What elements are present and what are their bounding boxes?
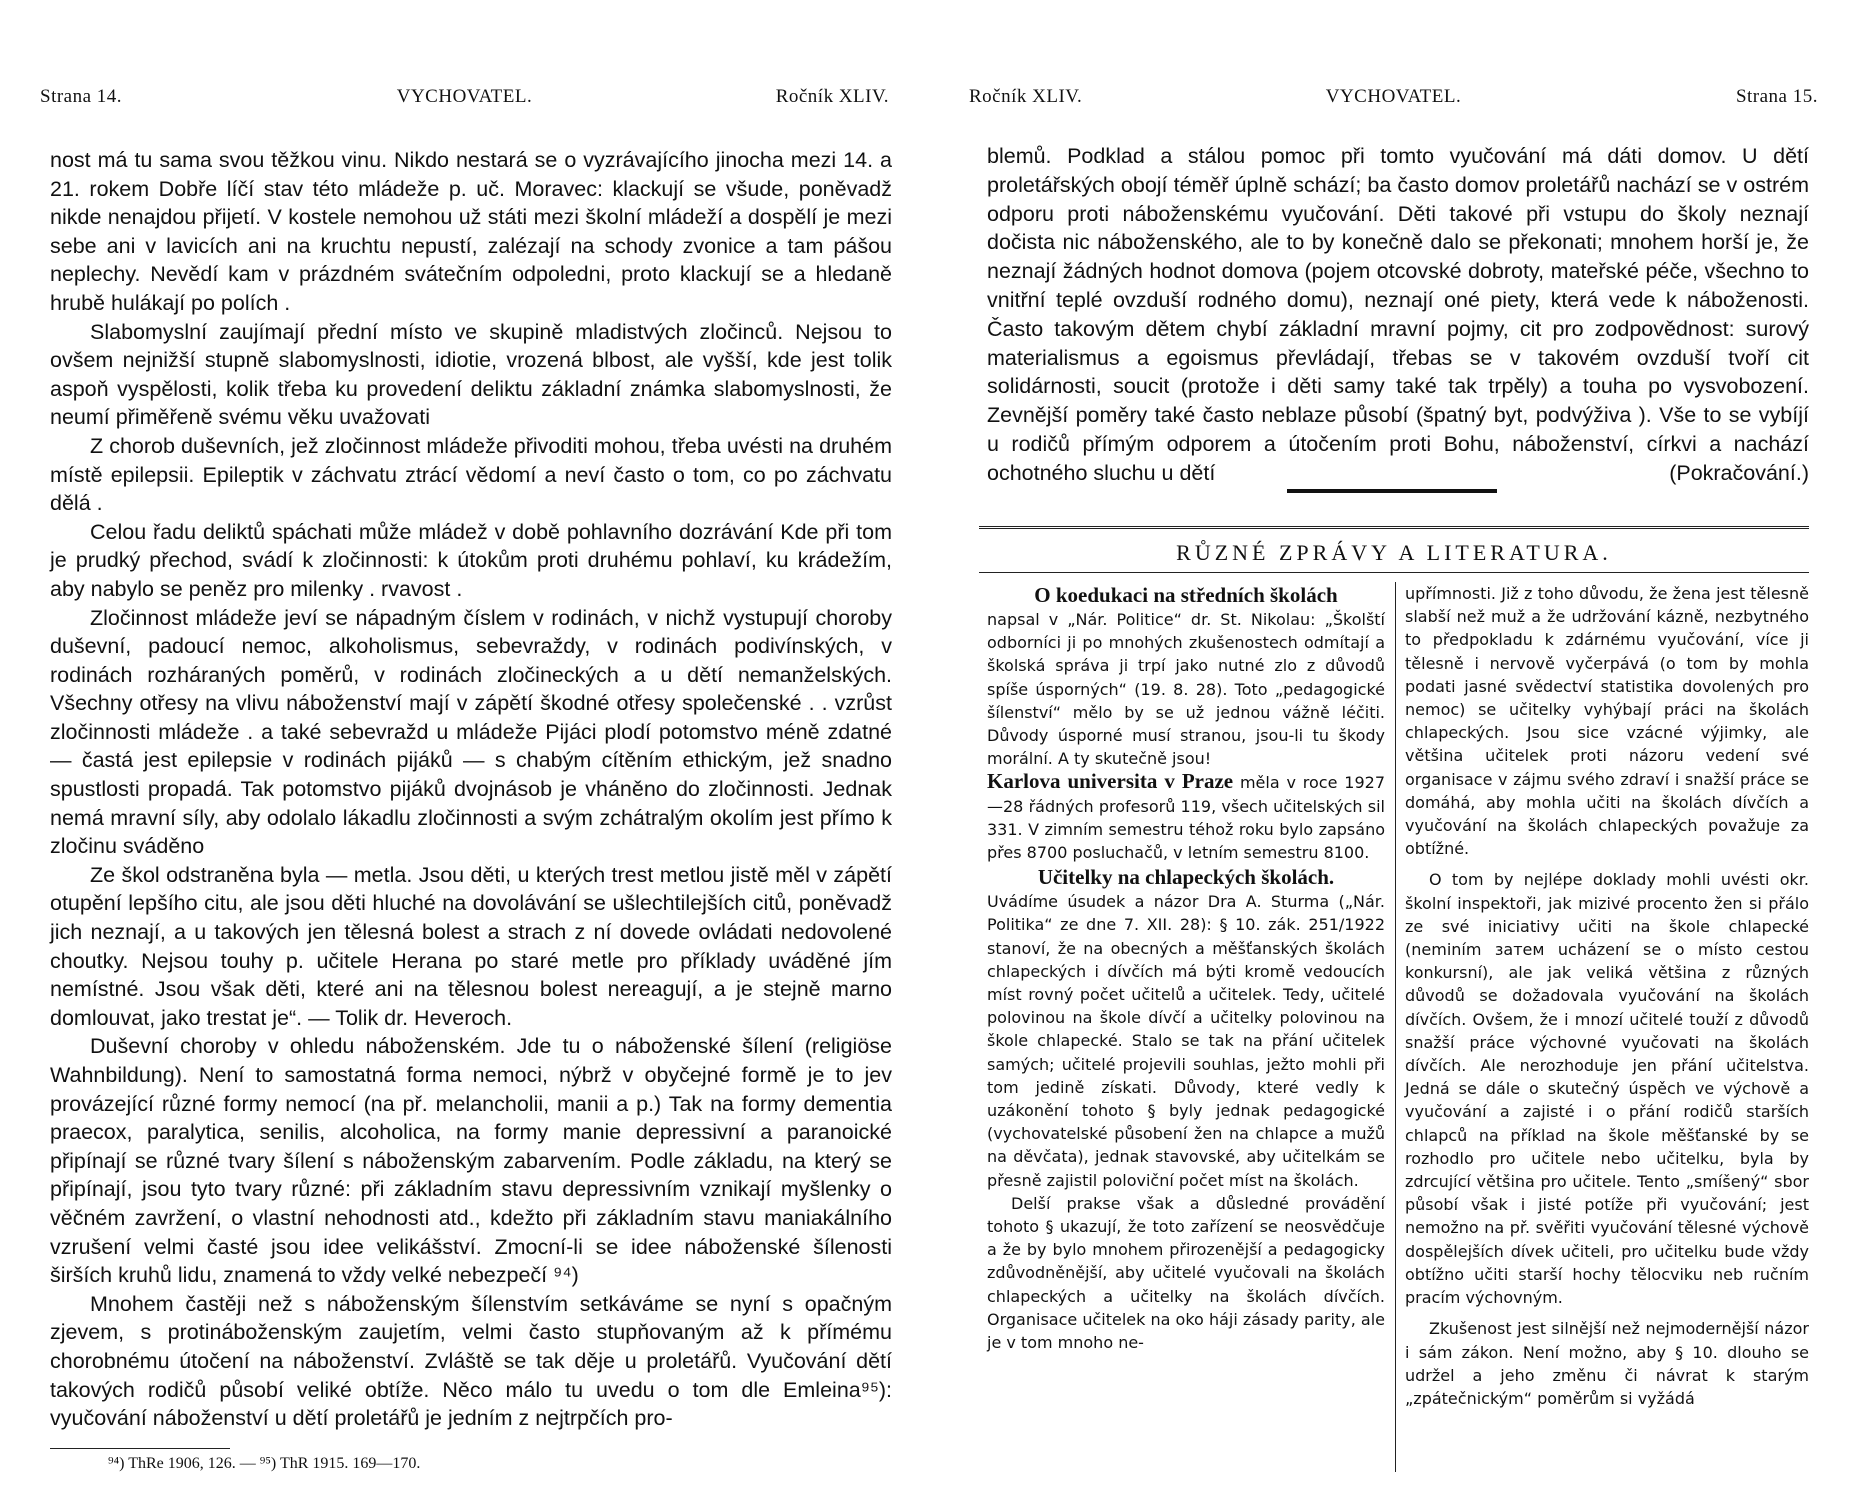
- right-body-text: [987, 142, 1809, 488]
- paragraph: Duševní choroby v ohledu náboženském. Jde tu o náboženské šílení (religiöse Wahnbildung). Není to samostatná forma nemoci, nýbrž v obyčejné formě je to jev provázející různé formy nemocí (na př. melancholii, manii a p.) Tak na formy dementia praecox, paralytica, senilis, alcoholica, na formy manie depressivní a paranoické připínají se různé tvary šílení s náboženským zabarvením. Podle základu, na který se připínají, jsou tyto tvary různé: při základním stavu depressivním vznikají myšlenky o věčném zavržení, o vlastní nehodnosti atd., kdežto při základním stavu maniakálního vzrušení velmi časté jsou idee velikášství. Zmocní-li se idee náboženské šílenosti širších kruhů lidu, znamená to vždy velké nebezpečí ⁹⁴): [50, 1034, 892, 1288]
- continued-note: (Pokračování.): [1669, 460, 1809, 485]
- section-rule-bottom: [979, 572, 1809, 573]
- journal-title-left: VYCHOVATEL.: [396, 86, 533, 107]
- footnote-rule: [50, 1448, 230, 1449]
- news-text: Zkušenost jest silnější než nejmodernější názor i sám zákon. Není možno, aby § 10. dlouho se udržel a jeho změnu či návrat k starým „zpátečnickým“ poměrům si vyžádá: [1405, 1319, 1809, 1408]
- section-rule-top: [979, 526, 1809, 529]
- paragraph: Celou řadu deliktů spáchati může mládež v době pohlavního dozrávání Kde při tom je prudký přechod, svádí k zločinnosti: k útokům proti druhému pohlaví, ku krádežím, aby nabylo se peněz pro milenky . rvavost .: [50, 519, 892, 601]
- news-headline: Karlova universita v Praze: [987, 769, 1234, 794]
- section-divider: [1287, 489, 1497, 493]
- column-divider: [1395, 582, 1396, 1472]
- section-title: RŮZNÉ ZPRÁVY A LITERATURA.: [1176, 540, 1612, 565]
- volume-left: Ročník XLIV.: [775, 86, 889, 107]
- news-item: [987, 770, 1385, 864]
- news-text: napsal v „Nár. Politice“ dr. St. Nikolau: „Školští odborníci ji po mnohých zkušenostech odmítají a školská správa ji trpí jako nutné zlo z důvodů spíše úsporných“ (19. 8. 28). Toto „pedagogické šílenství“ mělo by se už jednou vážně léčiti. Důvody úsporné musí stranou, jsou-li tu škody morální. A ty skutečně jsou!: [987, 610, 1385, 769]
- paragraph: Ze škol odstraněna byla — metla. Jsou děti, u kterých trest metlou jistě měl v zápětí otupění lepšího citu, ale jsou děti hluché na dovolávání se ušlechtilejších citů, poněvadž jich neznají, a u takových jen tělesná bolest a strach z ní dovede ovládati nedovolené choutky. Nejsou touhy p. učitele Herana po staré metle pro příklady uváděné jím nemístné. Jsou však děti, které ani na tělesnou bolest nereagují, a je stejně marno domlouvat, jako trestat je“. — Tolik dr. Heveroch.: [50, 862, 892, 1030]
- footnotes: ⁹⁴) ThRe 1906, 126. — ⁹⁵) ThR 1915. 169—170.: [108, 1455, 421, 1472]
- news-headline: O koedukaci na středních školách: [1034, 583, 1338, 607]
- page-number-right: Strana 15.: [1735, 86, 1818, 107]
- paragraph: [987, 142, 1809, 488]
- right-page: [929, 0, 1858, 1500]
- paragraph: nost má tu sama svou těžkou vinu. Nikdo nestará se o vyzrávajícího jinocha mezi 14. a 21. rokem Dobře líčí stav této mládeže p. uč. Moravec: klackují se všude, poněvadž nikde nenajdou přijetí. V kostele nemohou už státi mezi školní mládeží a dospělí je mezi sebe ani v lavicích ani na kruchtu nepustí, zalézají na schody zvonice a tam pášou neplechy. Nevědí kam v prázdném svátečním odpoledni, proto klackují se a hledaně hrubě hulákají po polích .: [50, 148, 892, 315]
- news-text: upřímnosti. Již z toho důvodu, že žena jest tělesně slabší než muž a že udržování kázně, nezbytného to předpokladu k zdárnému vyučování, více ji tělesně i nervově vyčerpává (o tom by mohla podati jasné svědectví statistika dovolených pro nemoc) se učitelky vyhýbají práci na školách chlapeckých. Jsou sice vzácné výjimky, ale většina učitelek proti názoru vedení své organisace v zájmu svého zdraví i snažší práce se domáhá, aby mohla učiti na školách dívčích a vyučování na školách chlapeckých považuje za obtížné.: [1405, 584, 1809, 859]
- paragraph: Zločinnost mládeže jeví se nápadným číslem v rodinách, v nichž vystupují choroby duševní, padoucí nemoc, alkoholismus, sebevraždy, v rodinách podivínských, v rodinách rozháraných poměrů, v rodinách zločineckých a u dětí nemanželských. Všechny otřesy na vlivu náboženství mají v zápětí škodné otřesy společenské . . vzrůst zločinnosti mládeže . a také sebevražd u mládeže Pijáci plodí potomstvo méně zdatné — častá jest epilepsie v rodinách pijáků — s chabým cítěním ethickým, jež snadno spustlosti propadá. Tak potomstvo pijáků dvojnásob je vháněno do zločinnosti. Jednak nemá mravní síly, aby odolalo lákadlu zločinnosti a svým zchátralým okolím jest přímo k zločinu sváděno: [50, 605, 892, 859]
- news-column-left: [987, 582, 1385, 1354]
- news-column-right: [1405, 582, 1809, 1410]
- left-body-text: [50, 146, 892, 1433]
- news-text: Delší prakse však a důsledné provádění tohoto § ukazují, že toto zařízení se neosvědčuje a že by bylo mnohem přirozenější a pedagogicky zdůvodněnější, aby učitelé vyučovali na školách chlapeckých a učitelky na školách dívčích. Organisace učitelek na oko háji zásady parity, ale je v tom mnoho ne-: [987, 1193, 1385, 1353]
- news-text: měla v roce 1927—28 řádných profesorů 119, všech učitelských sil 331. V zimním semestru téhož roku bylo zapsáno přes 8700 posluchačů, v letním semestru 8100.: [987, 773, 1385, 863]
- paragraph: Z chorob duševních, jež zločinnost mládeže přivoditi mohou, třeba uvésti na druhém místě epilepsii. Epileptik v záchvatu ztrácí vědomí a neví často o tom, co po záchvatu dělá .: [50, 433, 892, 516]
- news-headline: Učitelky na chlapeckých školách.: [1037, 865, 1335, 890]
- news-text: O tom by nejlépe doklady mohli uvésti okr. školní inspektoři, jak mizivé procento žen si přálo ze své iniciativy učiti na škole chlapecké (neminím затем ucházení se o místo cestou konkursní), ale jak veliká většina z různých důvodů se dožadovala vyučování na školách dívčích. Ovšem, že i mnozí učitelé touží z důvodů snažší práce výchovné vyučovati na školách dívčích. Ale nerozhoduje jen přání učitelstva. Jedná se dále o skutečný úspěch ve výchově a vyučování a zajisté i o přání rodičů starších chlapců na příklad na škole měšťanské by se rozhodlo pro učitele nebo učitelku, byla by zdrcující většina pro učitele. Tento „smíšený“ sbor působí však i jisté potíže při vyučování; jest nemožno na př. svěřiti vyučování tělesné výchově dospělejších dívek učiteli, pro učitelku bude vždy obtížno učiti starší hochy tělocviku neb ručním pracím výchovným.: [1405, 870, 1809, 1308]
- paragraph: Slabomyslní zaujímají přední místo ve skupině mladistvých zločinců. Nejsou to ovšem nejnižší stupně slabomyslnosti, idiotie, vrozená blbost, ale vyšší, kde jest tolik aspoň vyspělosti, kolik třeba ku provedení deliktu základní známka slabomyslnosti, že neumí přiměřeně svému věku uvažovati: [50, 319, 892, 430]
- news-text: Uvádíme úsudek a názor Dra A. Sturma („Nár. Politika“ ze dne 7. XII. 28): § 10. zák. 251/1922 stanoví, že na obecných a měšťanských školách chlapeckých i dívčích má býti kromě vedoucích míst rovný počet učitelů a učitelek. Tedy, učitelé polovinou na škole dívčí a učitelky polovinou na škole chlapecké. Stalo se tak na přání učitelek samých; učitelé projevili souhlas, ježto mohli při tom jedině získati. Důvody, které vedly k uzákonění tohoto § byly jednak pedagogické (vychovatelské působení žen na chlapce a mužů na děvčata), jednak stavovské, aby učitelkám se přesně zajistil poloviční počet míst na školách.: [987, 892, 1385, 1190]
- intro-paragraph: blemů. Podklad a stálou pomoc při tomto vyučování má dáti domov. U dětí proletářských obojí téměř úplně schází; ba často domov proletářů nachází se v ostrém odporu proti náboženskému vyučování. Děti takové při vstupu do školy neznají dočista nic náboženského, ale to by konečně dalo se překonati; mnohem horší je, že neznají žádných hodnot domova (pojem otcovské dobroty, mateřské péče, všechno to vnitřní teplé ovzduší rodného domu), neznají oné piety, která vede k náboženosti. Často takovým dětem chybí základní mravní pojmy, cit pro zodpovědnost: surový materialismus a egoismus převládají, třebas se v takovém ovzduší tvoří cit solidárnosti, soucit (protože i děti samy také tak trpěly) a touha po vysvobození. Zevnější poměry také často neblaze působí (špatný byt, podvýživa ). Vše to se vybíjí u rodičů přímým odporem a útočením proti Bohu, náboženství, církvi a nachází ochotného sluchu u dětí: [987, 144, 1809, 485]
- paragraph: Mnohem častěji než s náboženským šílenstvím setkáváme se nyní s opačným zjevem, s protináboženským zaujetím, velmi často stupňovaným až k přímému chorobnému útočení na náboženství. Zvláště se tak děje u proletářů. Vyučování dětí takových rodičů působí veliké obtíže. Něco málo tu uvedu o tom dle Emleina⁹⁵): vyučování náboženství u dětí proletářů je jedním z nejtrpčích pro-: [50, 1291, 892, 1431]
- page-number-left: Strana 14.: [40, 86, 123, 107]
- volume-right: Ročník XLIV.: [969, 86, 1083, 107]
- journal-title-right: VYCHOVATEL.: [1325, 86, 1462, 107]
